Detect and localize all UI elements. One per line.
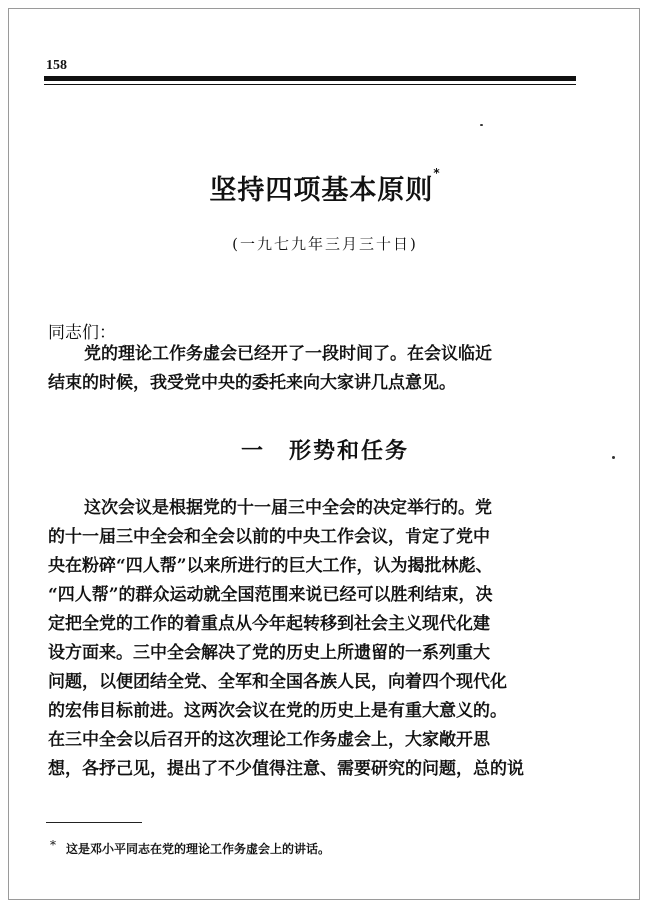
paragraph-line: 结束的时候，我受党中央的委托来向大家讲几点意见。 bbox=[48, 373, 456, 393]
body-paragraph bbox=[48, 494, 578, 784]
footnote-text: 这是邓小平同志在党的理论工作务虚会上的讲话。 bbox=[66, 842, 331, 856]
paragraph-line: 这次会议是根据党的十一届三中全会的决定举行的。党 bbox=[84, 498, 492, 518]
paragraph-line: 定把全党的工作的着重点从今年起转移到社会主义现代化建 bbox=[48, 614, 490, 634]
title-footnote-marker: * bbox=[433, 166, 441, 180]
footnote-divider bbox=[46, 822, 142, 823]
paragraph-line: 想，各抒己见，提出了不少值得注意、需要研究的问题，总的说 bbox=[48, 759, 524, 779]
page-number: 158 bbox=[46, 58, 67, 73]
paragraph-line: 央在粉碎“四人帮”以来所进行的巨大工作，认为揭批林彪、 bbox=[48, 556, 493, 576]
article-title bbox=[0, 168, 650, 207]
article-date: (一九七九年三月三十日) bbox=[232, 235, 418, 253]
scan-speck bbox=[480, 124, 483, 126]
header-rule-thin bbox=[44, 84, 576, 85]
intro-paragraph bbox=[48, 340, 578, 398]
header-rule-thick bbox=[44, 76, 576, 81]
paragraph-line: 在三中全会以后召开的这次理论工作务虚会上，大家敞开思 bbox=[48, 730, 490, 750]
article-title-text: 坚持四项基本原则 bbox=[209, 175, 434, 206]
paragraph-line: 问题，以便团结全党、全军和全国各族人民，向着四个现代化 bbox=[48, 672, 507, 692]
footnote-marker: * bbox=[50, 838, 56, 852]
paragraph-line: “四人帮”的群众运动就全国范围来说已经可以胜利结束，决 bbox=[48, 585, 493, 605]
paragraph-line: 的十一届三中全会和全会以前的中央工作会议，肯定了党中 bbox=[48, 527, 490, 547]
paragraph-line: 设方面来。三中全会解决了党的历史上所遗留的一系列重大 bbox=[48, 643, 490, 663]
paragraph-line: 的宏伟目标前进。这两次会议在党的历史上是有重大意义的。 bbox=[48, 701, 507, 721]
section-heading: 一 形势和任务 bbox=[240, 439, 409, 464]
salutation: 同志们： bbox=[48, 323, 116, 343]
paragraph-line: 党的理论工作务虚会已经开了一段时间了。在会议临近 bbox=[84, 344, 492, 364]
